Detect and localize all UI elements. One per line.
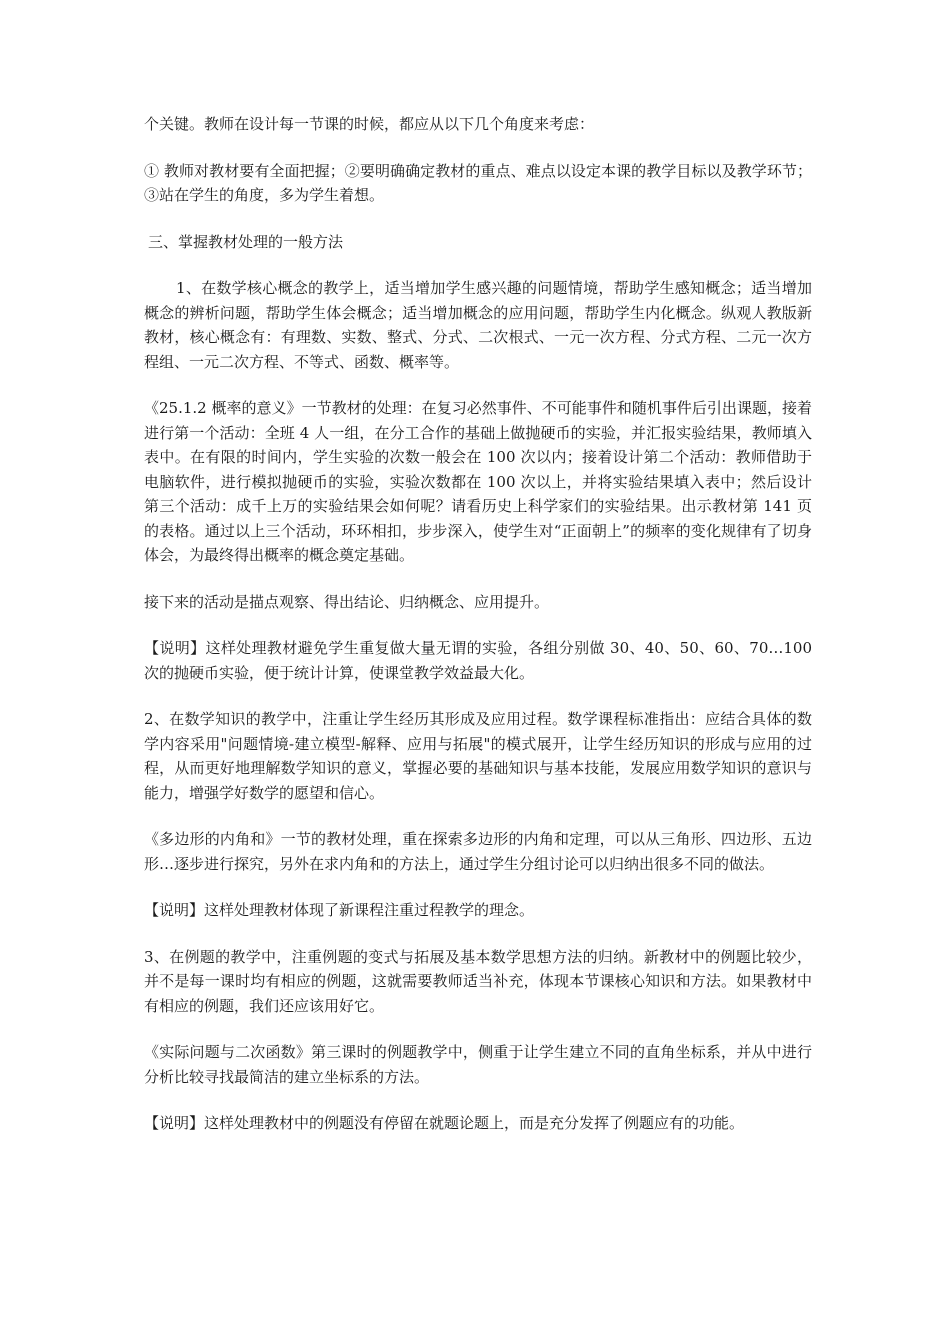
paragraph-considerations: ① 教师对教材要有全面把握；②要明确确定教材的重点、难点以设定本课的教学目标以及教学环节；③站在学生的角度，多为学生着想。 [144,161,812,204]
paragraph-intro-continuation: 个关键。教师在设计每一节课的时候，都应从以下几个角度来考虑： [144,115,595,133]
note-paragraph-2: 【说明】这样处理教材体现了新课程注重过程教学的理念。 [144,901,535,919]
paragraph-next-activities: 接下来的活动是描点观察、得出结论、归纳概念、应用提升。 [144,592,550,611]
paragraph-method-2: 2、在数学知识的教学中，注重让学生经历其形成及应用过程。数学课程标准指出：应结合具体的数学内容采用"问题情境-建立模型-解释、应用与拓展"的模式展开，让学生经历知识的形成与应用的过程，从而更好地理解数学知识的意义，掌握必要的基础知识与基本技能，发展应用数学知识的意识与能力，增强学好数学的愿望和信心。 [144,710,812,802]
paragraph-probability-example: 《25.1.2 概率的意义》一节教材的处理：在复习必然事件、不可能事件和随机事件后引出课题，接着进行第一个活动：全班 4 人一组，在分工合作的基础上做抛硬币的实验，并汇报实验结果，教师填入表中。在有限的时间内，学生实验的次数一般会在 100 次以内；接着设计第二个活动：教师借助于电脑软件，进行模拟抛硬币的实验，实验次数都在 100 次以上，并将实验结果填入表中；然后设计第三个活动：成千上万的实验结果会如何呢？请看历史上科学家们的实验结果。出示教材第 141 页的表格。通过以上三个活动，环环相扣，步步深入，使学生对“正面朝上”的频率的变化规律有了切身体会，为最终得出概率的概念奠定基础。 [144,399,812,564]
paragraph-method-3: 3、在例题的教学中，注重例题的变式与拓展及基本数学思想方法的归纳。新教材中的例题比较少，并不是每一课时均有相应的例题，这就需要教师适当补充，体现本节课核心知识和方法。如果教材中有相应的例题，我们还应该用好它。 [144,947,812,1015]
paragraph-method-1: 1、在数学核心概念的教学上，适当增加学生感兴趣的问题情境，帮助学生感知概念；适当增加概念的辨析问题，帮助学生体会概念；适当增加概念的应用问题，帮助学生内化概念。纵观人教版新教材，核心概念有：有理数、实数、整式、分式、二次根式、一元一次方程、分式方程、二元一次方程组、一元二次方程、不等式、函数、概率等。 [144,279,812,371]
section-heading: 三、掌握教材处理的一般方法 [148,232,344,251]
note-paragraph-1: 【说明】这样处理教材避免学生重复做大量无谓的实验，各组分别做 30、40、50、60、70…100 次的抛硬币实验，便于统计计算，使课堂教学效益最大化。 [144,639,812,682]
note-paragraph-3: 【说明】这样处理教材中的例题没有停留在就题论题上，而是充分发挥了例题应有的功能。 [144,1114,745,1132]
paragraph-polygon-example: 《多边形的内角和》一节的教材处理，重在探索多边形的内角和定理，可以从三角形、四边形、五边形…逐步进行探究，另外在求内角和的方法上，通过学生分组讨论可以归纳出很多不同的做法。 [144,830,812,873]
paragraph-quadratic-example: 《实际问题与二次函数》第三课时的例题教学中，侧重于让学生建立不同的直角坐标系，并从中进行分析比较寻找最简洁的建立坐标系的方法。 [144,1043,812,1086]
document-page [144,112,812,1158]
